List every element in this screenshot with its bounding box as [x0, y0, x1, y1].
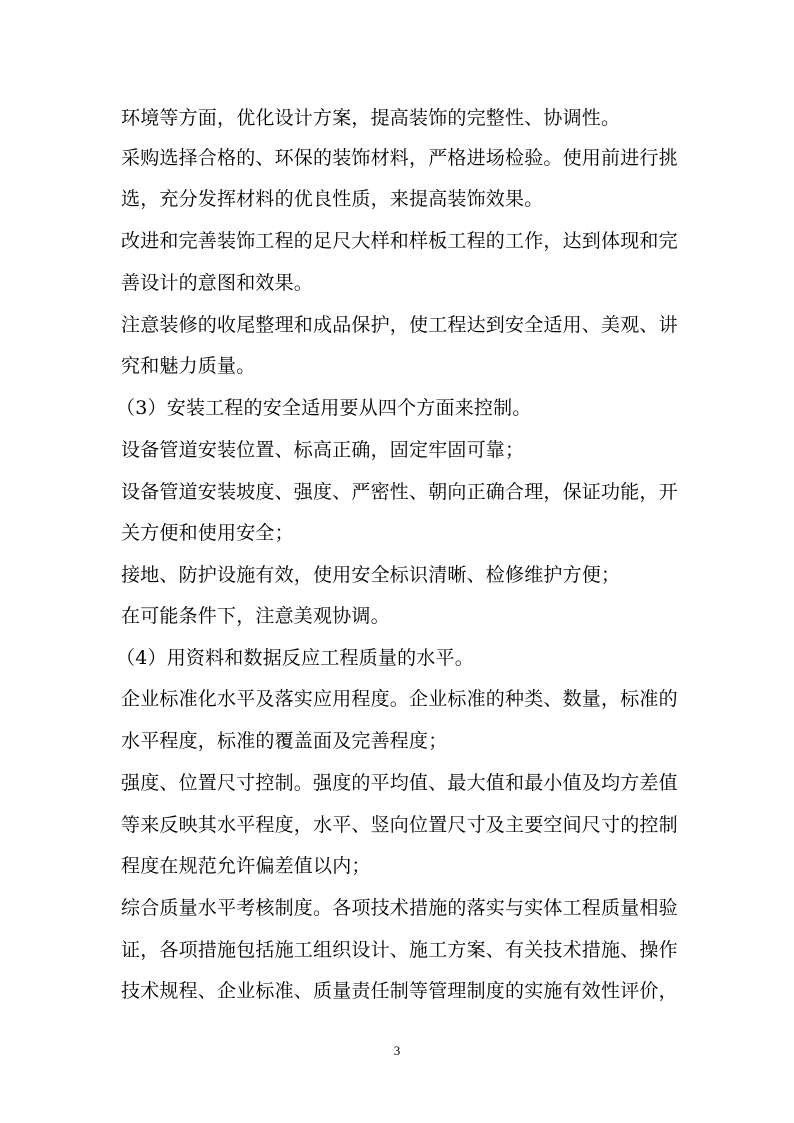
text-line: 证，各项措施包括施工组织设计、施工方案、有关技术措施、操作: [121, 939, 678, 961]
text-line: 选，充分发挥材料的优良性质，来提高装饰效果。: [121, 188, 544, 210]
text-line: 善设计的意图和效果。: [121, 272, 314, 294]
text-line: 究和魅力质量。: [121, 355, 256, 377]
text-line: 环境等方面，优化设计方案，提高装饰的完整性、协调性。: [121, 107, 621, 129]
text-line: 接地、防护设施有效，使用安全标识清晰、检修维护方便；: [121, 564, 621, 586]
section-heading: （3）安装工程的安全适用要从四个方面来控制。: [116, 397, 532, 419]
text-line: 等来反映其水平程度，水平、竖向位置尺寸及主要空间尺寸的控制: [121, 814, 678, 836]
text-line: 程度在规范允许偏差值以内；: [121, 855, 371, 877]
text-line: 企业标准化水平及落实应用程度。企业标准的种类、数量，标准的: [121, 688, 678, 710]
text-line: 注意装修的收尾整理和成品保护，使工程达到安全适用、美观、讲: [121, 314, 678, 336]
section-heading: （4）用资料和数据反应工程质量的水平。: [116, 647, 474, 669]
text-line: 改进和完善装饰工程的足尺大样和样板工程的工作，达到体现和完: [121, 230, 678, 252]
text-line: 综合质量水平考核制度。各项技术措施的落实与实体工程质量相验: [121, 897, 678, 919]
text-line: 水平程度，标准的覆盖面及完善程度；: [121, 730, 448, 752]
text-line: 技术规程、企业标准、质量责任制等管理制度的实施有效性评价，: [121, 980, 678, 1002]
text-line: 采购选择合格的、环保的装饰材料，严格进场检验。使用前进行挑: [121, 147, 678, 169]
text-line: 在可能条件下，注意美观协调。: [121, 605, 390, 627]
text-line: 设备管道安装坡度、强度、严密性、朝向正确合理，保证功能，开: [121, 481, 678, 503]
text-line: 设备管道安装位置、标高正确，固定牢固可靠；: [121, 439, 525, 461]
text-line: 关方便和使用安全；: [121, 522, 294, 544]
text-line: 强度、位置尺寸控制。强度的平均值、最大值和最小值及均方差值: [121, 772, 678, 794]
page-number: 3: [393, 1043, 401, 1058]
